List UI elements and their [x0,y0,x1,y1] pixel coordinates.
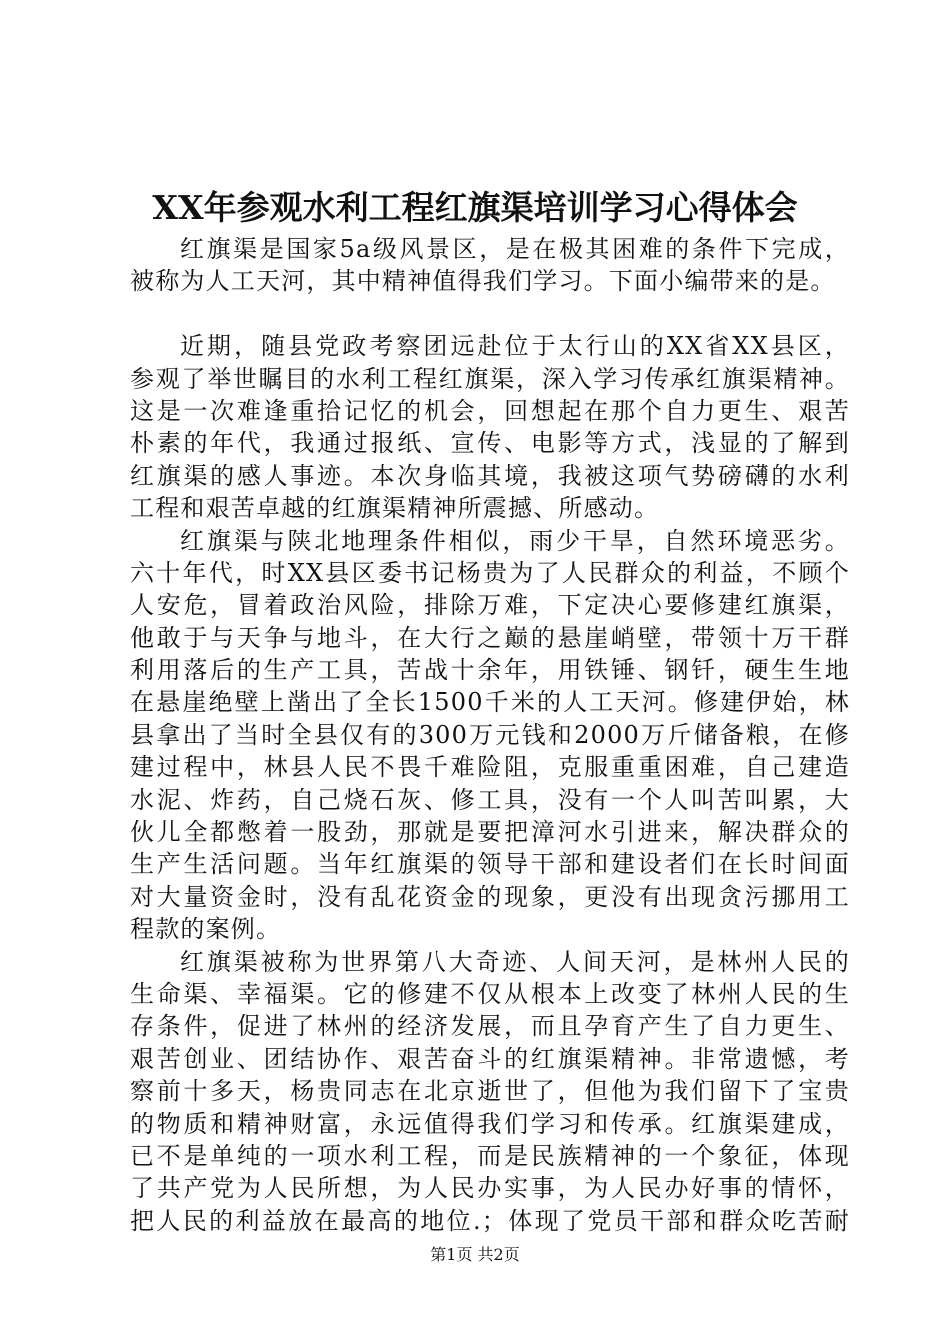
text-line: 红旗渠的感人事迹。本次身临其境，我被这项气势磅礴的水利 [130,461,850,490]
paragraph [130,330,850,524]
text-line: 红旗渠与陕北地理条件相似，雨少干旱，自然环境恶劣。 [180,526,850,555]
document-title: XX年参观水利工程红旗渠培训学习心得体会 [152,188,798,227]
text-line: 这是一次难逢重拾记忆的机会，回想起在那个自力更生、艰苦 [130,396,850,425]
text-line: 近期，随县党政考察团远赴位于太行山的XX省XX县区， [180,332,850,361]
text-line: 工程和艰苦卓越的红旗渠精神所震撼、所感动。 [130,494,660,523]
paragraph [130,946,850,1238]
text-line: 红旗渠是国家5a级风景区，是在极其困难的条件下完成， [180,235,850,263]
blank-line [130,298,850,330]
text-line: 存条件，促进了林州的经济发展，而且孕育产生了自力更生、 [130,1012,850,1041]
text-line: 察前十多天，杨贵同志在北京逝世了，但他为我们留下了宝贵 [130,1077,850,1106]
text-line: 对大量资金时，没有乱花资金的现象，更没有出现贪污挪用工 [130,882,850,911]
text-line: 利用落后的生产工具，苦战十余年，用铁锤、钢钎，硬生生地 [130,656,850,685]
paragraph [130,233,850,298]
text-line: 朴素的年代，我通过报纸、宣传、电影等方式，浅显的了解到 [130,429,850,458]
text-line: 人安危，冒着政治风险，排除万难，下定决心要修建红旗渠， [130,591,850,620]
text-line: 把人民的利益放在最高的地位.；体现了党员干部和群众吃苦耐 [130,1206,850,1235]
text-line: 参观了举世瞩目的水利工程红旗渠，深入学习传承红旗渠精神。 [130,364,850,393]
text-line: 他敢于与天争与地斗，在大行之巅的悬崖峭壁，带领十万干群 [130,623,850,652]
text-line: 生产生活问题。当年红旗渠的领导干部和建设者们在长时间面 [130,850,850,879]
text-line: 艰苦创业、团结协作、艰苦奋斗的红旗渠精神。非常遗憾，考 [130,1044,850,1073]
text-line: 伙儿全都憋着一股劲，那就是要把漳河水引进来，解决群众的 [130,818,850,847]
text-line: 已不是单纯的一项水利工程，而是民族精神的一个象征，体现 [130,1141,850,1170]
text-line: 在悬崖绝壁上凿出了全长1500千米的人工天河。修建伊始，林 [130,688,850,717]
text-line: 县拿出了当时全县仅有的300万元钱和2000万斤储备粮，在修 [130,720,850,749]
text-line: 红旗渠被称为世界第八大奇迹、人间天河，是林州人民的 [180,947,850,976]
text-line: 六十年代，时XX县区委书记杨贵为了人民群众的利益，不顾个 [130,558,850,587]
text-line: 被称为人工天河，其中精神值得我们学习。下面小编带来的是。 [130,267,836,296]
text-line: 生命渠、幸福渠。它的修建不仅从根本上改变了林州人民的生 [130,979,850,1008]
text-line: 的物质和精神财富，永远值得我们学习和传承。红旗渠建成， [130,1109,850,1138]
text-line: 建过程中，林县人民不畏千难险阻，克服重重困难，自己建造 [130,753,850,782]
page-footer: 第1页 共2页 [430,1245,520,1264]
text-line: 程款的案例。 [130,915,282,944]
text-line: 了共产党为人民所想，为人民办实事，为人民办好事的情怀， [130,1174,850,1203]
paragraph [130,525,850,946]
document-body [130,233,850,1237]
text-line: 水泥、炸药，自己烧石灰、修工具，没有一个人叫苦叫累，大 [130,785,850,814]
